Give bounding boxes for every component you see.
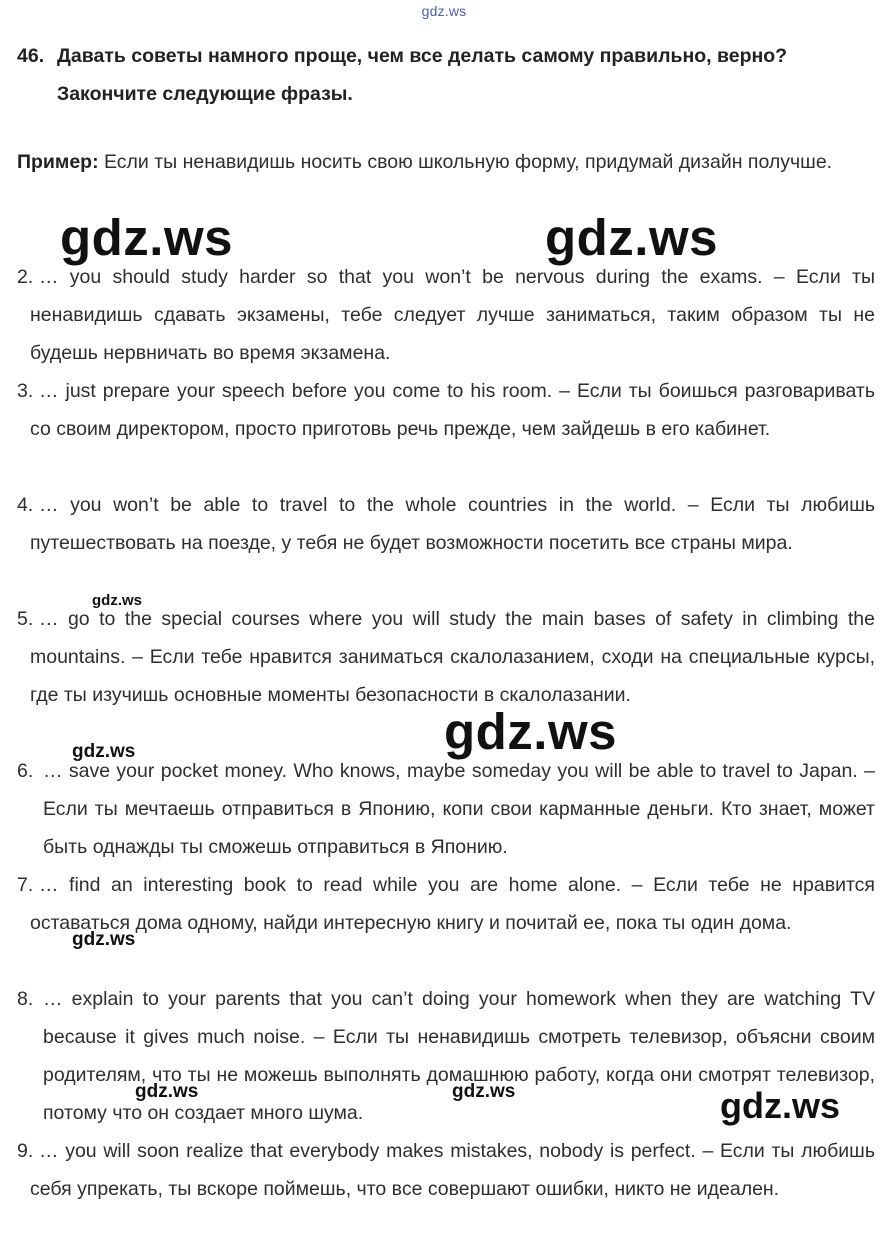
exercise-title-line1: Давать советы намного проще, чем все делать самому правильно, верно? <box>57 45 788 67</box>
watermark: gdz.ws <box>720 1085 841 1126</box>
exercise-number: 46. <box>17 45 45 67</box>
watermark: gdz.ws <box>92 592 143 609</box>
item-text: … go to the special courses where you will study the main bases of safety in climbing the mountains. – Если тебе нравится заниматься скалолазанием, сходи на специальные курсы, где ты изучишь основные моменты безопасности в скалолазании. <box>30 608 875 706</box>
item-number: 2. <box>17 266 34 288</box>
list-item <box>17 1132 875 1208</box>
exercise-title-line2: Закончите следующие фразы. <box>57 83 353 105</box>
item-number: 8. <box>17 988 34 1010</box>
top-watermark: gdz.ws <box>421 3 467 19</box>
example-text: Если ты ненавидишь носить свою школьную форму, придумай дизайн получше. <box>98 151 833 173</box>
watermark: gdz.ws <box>545 209 719 266</box>
list-item <box>17 372 875 448</box>
item-text: … you won’t be able to travel to the whole countries in the world. – Если ты любишь путешествовать на поезде, у тебя не будет возможности посетить все страны мира. <box>30 494 875 554</box>
watermark: gdz.ws <box>72 741 136 762</box>
watermark: gdz.ws <box>60 209 234 266</box>
item-text: … find an interesting book to read while you are home alone. – Если тебе не нравится оставаться дома одному, найди интересную книгу и почитай ее, пока ты один дома. <box>30 874 875 934</box>
item-text: … just prepare your speech before you come to his room. – Если ты боишься разговаривать со своим директором, просто приготовь речь прежде, чем зайдешь в его кабинет. <box>30 380 875 440</box>
watermark: gdz.ws <box>444 703 618 760</box>
item-number: 6. <box>17 760 34 782</box>
item-number: 5. <box>17 608 34 630</box>
item-number: 4. <box>17 494 34 516</box>
item-number: 3. <box>17 380 34 402</box>
watermark: gdz.ws <box>135 1081 199 1102</box>
list-item <box>17 486 875 562</box>
item-text: … you will soon realize that everybody makes mistakes, nobody is perfect. – Если ты любишь себя упрекать, ты вскоре поймешь, что все совершают ошибки, никто не идеален. <box>30 1140 875 1200</box>
list-item <box>17 752 875 866</box>
item-number: 7. <box>17 874 34 896</box>
list-item <box>17 866 875 942</box>
list-item <box>17 600 875 714</box>
example-paragraph <box>17 143 875 181</box>
list-item <box>17 258 875 372</box>
example-label: Пример: <box>17 151 99 173</box>
item-text: … save your pocket money. Who knows, maybe someday you will be able to travel to Japan. – Если ты мечтаешь отправиться в Японию, копи свои карманные деньги. Кто знает, может быть однажды ты сможешь отправиться в Японию. <box>43 760 875 858</box>
item-text: … you should study harder so that you won’t be nervous during the exams. – Если ты ненавидишь сдавать экзамены, тебе следует лучше заниматься, таким образом ты не будешь нервничать во время экзамена. <box>30 266 875 364</box>
item-number: 9. <box>17 1140 34 1162</box>
watermark: gdz.ws <box>72 929 136 950</box>
watermark: gdz.ws <box>452 1081 516 1102</box>
item-text: … explain to your parents that you can’t doing your homework when they are watching TV because it gives much noise. – Если ты ненавидишь смотреть телевизор, объясни своим родителям, что ты не можешь выполнять домашнюю работу, когда они смотрят телевизор, потому что он создает много шума. <box>43 988 875 1124</box>
exercise-heading <box>17 37 877 113</box>
